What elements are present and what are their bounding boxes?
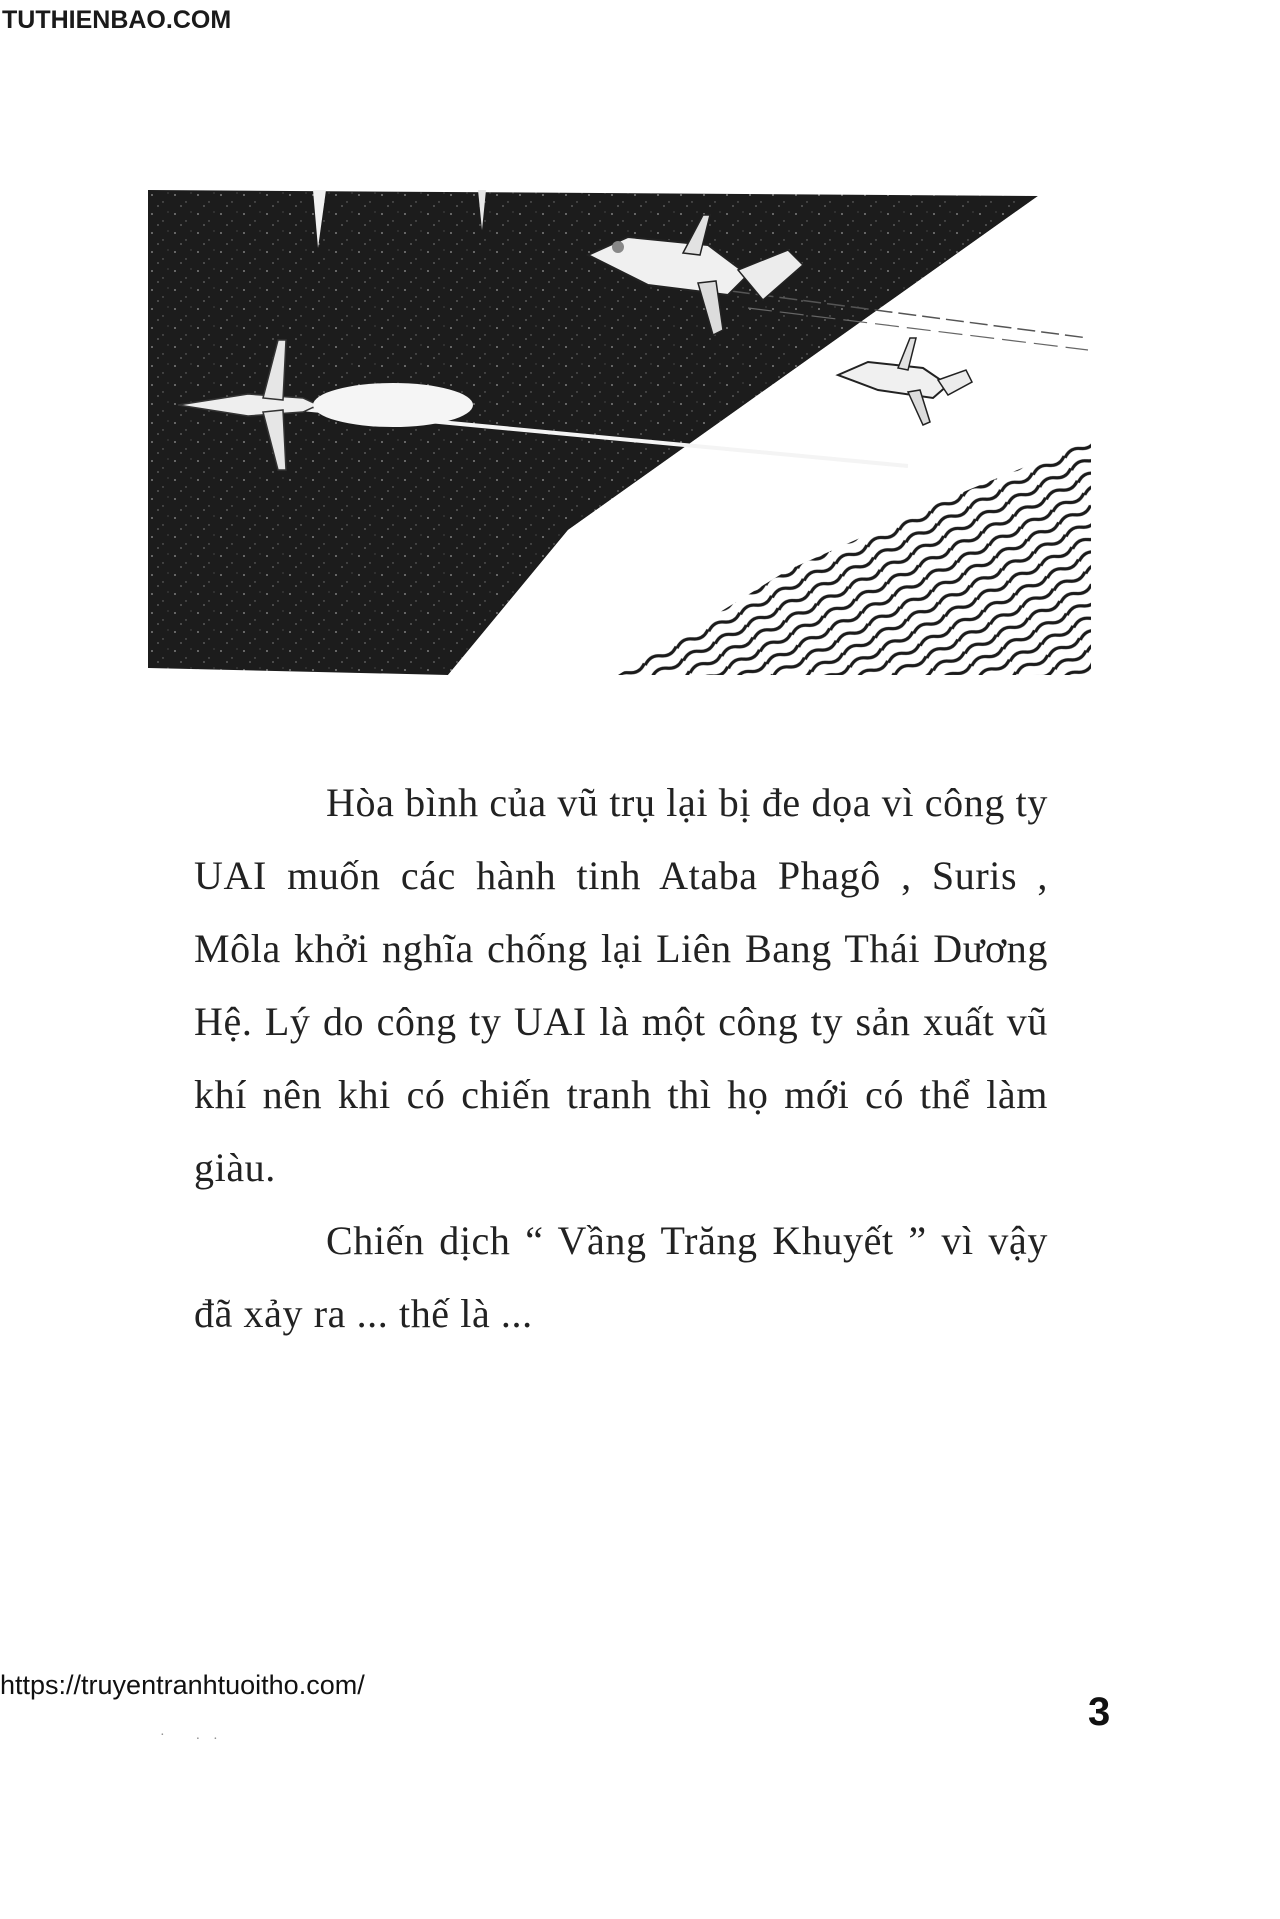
story-paragraph-2: Chiến dịch “ Vầng Trăng Khuyết ” vì vậy đã xảy ra ... thế là ... [194, 1218, 1048, 1336]
story-text [194, 766, 1048, 1350]
space-battle-illustration [148, 190, 1091, 675]
story-paragraph-1: Hòa bình của vũ trụ lại bị đe dọa vì công ty UAI muốn các hành tinh Ataba Phagô , Suris , Môla khởi nghĩa chống lại Liên Bang Thái Dương Hệ. Lý do công ty UAI là một công ty sản xuất vũ khí nên khi có chiến tranh thì họ mới có thể làm giàu. [194, 780, 1048, 1190]
page-number: 3 [1088, 1690, 1111, 1734]
site-watermark: TUTHIENBAO.COM [2, 6, 232, 34]
print-specks: · .. [160, 1728, 232, 1743]
source-link[interactable]: https://truyentranhtuoitho.com/ [0, 1670, 365, 1700]
